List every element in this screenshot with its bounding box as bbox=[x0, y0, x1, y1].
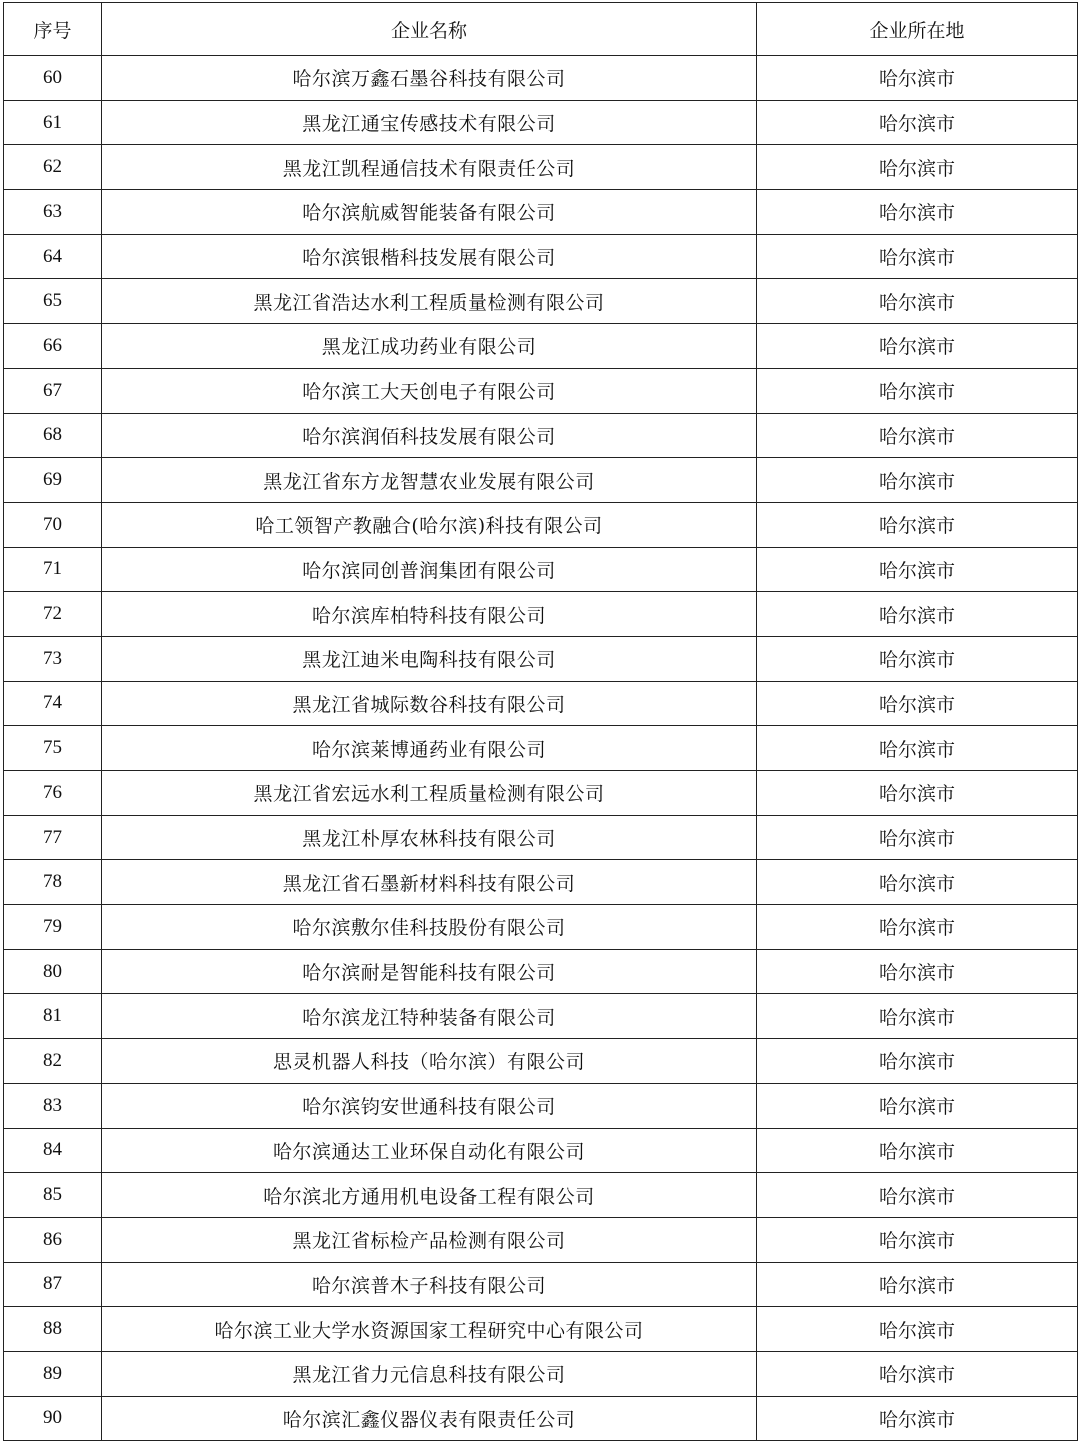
serial-number-cell: 75 bbox=[4, 726, 102, 771]
company-name-cell: 哈尔滨普木子科技有限公司 bbox=[102, 1262, 757, 1307]
serial-number-cell: 74 bbox=[4, 681, 102, 726]
serial-number-cell: 77 bbox=[4, 815, 102, 860]
serial-number-cell: 68 bbox=[4, 413, 102, 458]
company-name-cell: 哈尔滨莱博通药业有限公司 bbox=[102, 726, 757, 771]
company-location-cell: 哈尔滨市 bbox=[757, 368, 1078, 413]
company-location-cell: 哈尔滨市 bbox=[757, 592, 1078, 637]
table-row bbox=[4, 190, 1078, 235]
company-location-cell: 哈尔滨市 bbox=[757, 1307, 1078, 1352]
table-row bbox=[4, 726, 1078, 771]
table-body bbox=[4, 56, 1078, 1441]
header-company-name: 企业名称 bbox=[102, 3, 757, 56]
company-name-cell: 黑龙江省力元信息科技有限公司 bbox=[102, 1351, 757, 1396]
table-row bbox=[4, 279, 1078, 324]
table-row bbox=[4, 547, 1078, 592]
company-location-cell: 哈尔滨市 bbox=[757, 413, 1078, 458]
company-name-cell: 哈工领智产教融合(哈尔滨)科技有限公司 bbox=[102, 502, 757, 547]
table-row bbox=[4, 1173, 1078, 1218]
company-name-cell: 黑龙江省城际数谷科技有限公司 bbox=[102, 681, 757, 726]
company-name-cell: 哈尔滨航威智能装备有限公司 bbox=[102, 190, 757, 235]
serial-number-cell: 67 bbox=[4, 368, 102, 413]
serial-number-cell: 80 bbox=[4, 949, 102, 994]
company-name-cell: 黑龙江省石墨新材料科技有限公司 bbox=[102, 860, 757, 905]
company-name-cell: 哈尔滨万鑫石墨谷科技有限公司 bbox=[102, 56, 757, 101]
company-location-cell: 哈尔滨市 bbox=[757, 56, 1078, 101]
company-location-cell: 哈尔滨市 bbox=[757, 1217, 1078, 1262]
table-row bbox=[4, 1083, 1078, 1128]
company-location-cell: 哈尔滨市 bbox=[757, 234, 1078, 279]
company-location-cell: 哈尔滨市 bbox=[757, 905, 1078, 950]
serial-number-cell: 89 bbox=[4, 1351, 102, 1396]
serial-number-cell: 82 bbox=[4, 1039, 102, 1084]
serial-number-cell: 62 bbox=[4, 145, 102, 190]
company-location-cell: 哈尔滨市 bbox=[757, 100, 1078, 145]
table-row bbox=[4, 502, 1078, 547]
company-location-cell: 哈尔滨市 bbox=[757, 502, 1078, 547]
company-location-cell: 哈尔滨市 bbox=[757, 771, 1078, 816]
table-row bbox=[4, 949, 1078, 994]
serial-number-cell: 83 bbox=[4, 1083, 102, 1128]
serial-number-cell: 66 bbox=[4, 324, 102, 369]
serial-number-cell: 69 bbox=[4, 458, 102, 503]
table-row bbox=[4, 905, 1078, 950]
company-name-cell: 黑龙江省浩达水利工程质量检测有限公司 bbox=[102, 279, 757, 324]
company-location-cell: 哈尔滨市 bbox=[757, 1173, 1078, 1218]
company-location-cell: 哈尔滨市 bbox=[757, 190, 1078, 235]
table-row bbox=[4, 815, 1078, 860]
table-row bbox=[4, 1307, 1078, 1352]
company-location-cell: 哈尔滨市 bbox=[757, 279, 1078, 324]
company-name-cell: 哈尔滨耐是智能科技有限公司 bbox=[102, 949, 757, 994]
header-company-location: 企业所在地 bbox=[757, 3, 1078, 56]
company-location-cell: 哈尔滨市 bbox=[757, 145, 1078, 190]
company-location-cell: 哈尔滨市 bbox=[757, 815, 1078, 860]
company-name-cell: 哈尔滨工业大学水资源国家工程研究中心有限公司 bbox=[102, 1307, 757, 1352]
table-row bbox=[4, 458, 1078, 503]
table-row bbox=[4, 1351, 1078, 1396]
serial-number-cell: 61 bbox=[4, 100, 102, 145]
company-name-cell: 哈尔滨银楷科技发展有限公司 bbox=[102, 234, 757, 279]
table-row bbox=[4, 413, 1078, 458]
company-location-cell: 哈尔滨市 bbox=[757, 1083, 1078, 1128]
table-row bbox=[4, 1396, 1078, 1441]
company-name-cell: 哈尔滨龙江特种装备有限公司 bbox=[102, 994, 757, 1039]
serial-number-cell: 84 bbox=[4, 1128, 102, 1173]
serial-number-cell: 81 bbox=[4, 994, 102, 1039]
serial-number-cell: 70 bbox=[4, 502, 102, 547]
serial-number-cell: 90 bbox=[4, 1396, 102, 1441]
company-location-cell: 哈尔滨市 bbox=[757, 1039, 1078, 1084]
table-row bbox=[4, 1039, 1078, 1084]
serial-number-cell: 85 bbox=[4, 1173, 102, 1218]
company-name-cell: 哈尔滨汇鑫仪器仪表有限责任公司 bbox=[102, 1396, 757, 1441]
serial-number-cell: 88 bbox=[4, 1307, 102, 1352]
table-row bbox=[4, 636, 1078, 681]
company-name-cell: 哈尔滨润佰科技发展有限公司 bbox=[102, 413, 757, 458]
table-row bbox=[4, 324, 1078, 369]
company-location-cell: 哈尔滨市 bbox=[757, 994, 1078, 1039]
table-header bbox=[4, 3, 1078, 56]
table-row bbox=[4, 368, 1078, 413]
company-name-cell: 黑龙江省宏远水利工程质量检测有限公司 bbox=[102, 771, 757, 816]
company-name-cell: 黑龙江凯程通信技术有限责任公司 bbox=[102, 145, 757, 190]
company-location-cell: 哈尔滨市 bbox=[757, 1262, 1078, 1307]
serial-number-cell: 78 bbox=[4, 860, 102, 905]
company-name-cell: 哈尔滨通达工业环保自动化有限公司 bbox=[102, 1128, 757, 1173]
company-list-table bbox=[3, 2, 1078, 1441]
serial-number-cell: 79 bbox=[4, 905, 102, 950]
company-location-cell: 哈尔滨市 bbox=[757, 324, 1078, 369]
table-row bbox=[4, 860, 1078, 905]
table-row bbox=[4, 681, 1078, 726]
table-row bbox=[4, 100, 1078, 145]
serial-number-cell: 72 bbox=[4, 592, 102, 637]
serial-number-cell: 86 bbox=[4, 1217, 102, 1262]
company-location-cell: 哈尔滨市 bbox=[757, 681, 1078, 726]
serial-number-cell: 60 bbox=[4, 56, 102, 101]
company-name-cell: 哈尔滨工大天创电子有限公司 bbox=[102, 368, 757, 413]
company-location-cell: 哈尔滨市 bbox=[757, 1128, 1078, 1173]
table-row bbox=[4, 56, 1078, 101]
company-name-cell: 黑龙江省标检产品检测有限公司 bbox=[102, 1217, 757, 1262]
serial-number-cell: 65 bbox=[4, 279, 102, 324]
table-row bbox=[4, 234, 1078, 279]
company-location-cell: 哈尔滨市 bbox=[757, 860, 1078, 905]
company-location-cell: 哈尔滨市 bbox=[757, 726, 1078, 771]
company-location-cell: 哈尔滨市 bbox=[757, 636, 1078, 681]
table-row bbox=[4, 145, 1078, 190]
company-location-cell: 哈尔滨市 bbox=[757, 949, 1078, 994]
table-row bbox=[4, 1217, 1078, 1262]
company-name-cell: 黑龙江通宝传感技术有限公司 bbox=[102, 100, 757, 145]
table-row bbox=[4, 994, 1078, 1039]
company-name-cell: 黑龙江朴厚农林科技有限公司 bbox=[102, 815, 757, 860]
table-row bbox=[4, 1128, 1078, 1173]
serial-number-cell: 64 bbox=[4, 234, 102, 279]
serial-number-cell: 73 bbox=[4, 636, 102, 681]
company-name-cell: 哈尔滨敷尔佳科技股份有限公司 bbox=[102, 905, 757, 950]
company-location-cell: 哈尔滨市 bbox=[757, 547, 1078, 592]
company-location-cell: 哈尔滨市 bbox=[757, 1396, 1078, 1441]
company-name-cell: 思灵机器人科技（哈尔滨）有限公司 bbox=[102, 1039, 757, 1084]
company-location-cell: 哈尔滨市 bbox=[757, 458, 1078, 503]
company-name-cell: 黑龙江迪米电陶科技有限公司 bbox=[102, 636, 757, 681]
serial-number-cell: 87 bbox=[4, 1262, 102, 1307]
header-row bbox=[4, 3, 1078, 56]
serial-number-cell: 76 bbox=[4, 771, 102, 816]
serial-number-cell: 71 bbox=[4, 547, 102, 592]
header-serial-number: 序号 bbox=[4, 3, 102, 56]
company-name-cell: 黑龙江省东方龙智慧农业发展有限公司 bbox=[102, 458, 757, 503]
company-name-cell: 哈尔滨库柏特科技有限公司 bbox=[102, 592, 757, 637]
serial-number-cell: 63 bbox=[4, 190, 102, 235]
company-name-cell: 黑龙江成功药业有限公司 bbox=[102, 324, 757, 369]
table-row bbox=[4, 1262, 1078, 1307]
company-name-cell: 哈尔滨同创普润集团有限公司 bbox=[102, 547, 757, 592]
table-row bbox=[4, 592, 1078, 637]
company-name-cell: 哈尔滨北方通用机电设备工程有限公司 bbox=[102, 1173, 757, 1218]
company-location-cell: 哈尔滨市 bbox=[757, 1351, 1078, 1396]
company-name-cell: 哈尔滨钧安世通科技有限公司 bbox=[102, 1083, 757, 1128]
table-row bbox=[4, 771, 1078, 816]
